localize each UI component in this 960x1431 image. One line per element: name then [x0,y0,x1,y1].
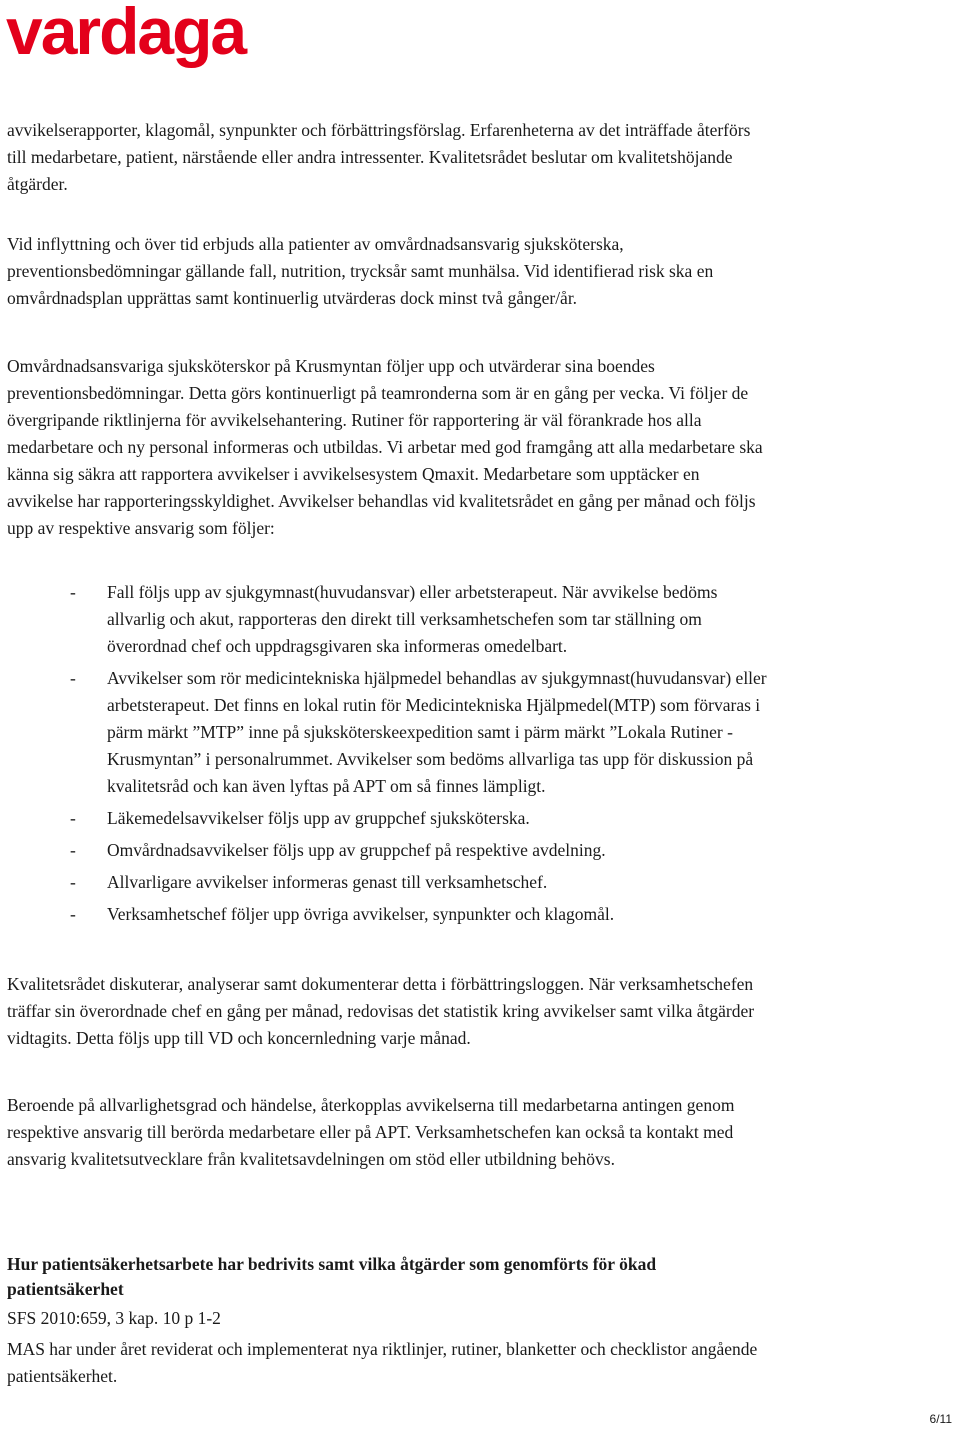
text-line: arbetsterapeut. Det finns en lokal rutin för Medicintekniska Hjälpmedel(MTP) som förvaras i [107,695,761,715]
paragraph-mas [7,1336,947,1390]
paragraph-inflyttning [7,231,947,312]
text-line: Kvalitetsrådet diskuterar, analyserar samt dokumenterar detta i förbättringsloggen. När verksamhetschefen [7,974,754,994]
paragraph-kvalitetsradet [7,971,947,1052]
avvikelse-list [0,579,940,933]
list-item [0,805,940,832]
text-line: Läkemedelsavvikelser följs upp av gruppchef sjuksköterska. [107,808,530,828]
list-dash: - [70,840,76,860]
text-line: Allvarligare avvikelser informeras genast till verksamhetschef. [107,872,548,892]
vardaga-logo: vardaga [6,0,246,68]
text-line: pärm märkt ”MTP” inne på sjuksköterskeexpedition samt i pärm märkt ”Lokala Rutiner - [107,722,733,742]
heading-line: patientsäkerhet [7,1279,124,1299]
text-line: Verksamhetschef följer upp övriga avvikelser, synpunkter och klagomål. [107,904,615,924]
text-line: patientsäkerhet. [7,1366,118,1386]
text-line: till medarbetare, patient, närstående eller andra intressenter. Kvalitetsrådet beslutar om kvalitetshöjande [7,147,733,167]
text-line: MAS har under året reviderat och implementerat nya riktlinjer, rutiner, blanketter och checklistor angående [7,1339,758,1359]
text-line: allvarlig och akut, rapporteras den direkt till verksamhetschefen som tar ställning om [107,609,702,629]
list-dash: - [70,904,76,924]
text-line: Beroende på allvarlighetsgrad och händelse, återkopplas avvikelserna till medarbetarna antingen genom [7,1095,735,1115]
list-item [0,837,940,864]
heading-line: Hur patientsäkerhetsarbete har bedrivits samt vilka åtgärder som genomförts för ökad [7,1254,657,1274]
list-dash: - [70,668,76,688]
text-line: omvårdnadsplan upprättas samt kontinuerlig utvärderas dock minst två gånger/år. [7,288,578,308]
list-dash: - [70,582,76,602]
text-line: vidtagits. Detta följs upp till VD och koncernledning varje månad. [7,1028,471,1048]
list-item [0,901,940,928]
text-line: kvalitetsråd och kan även lyftas på APT om så finnes lämpligt. [107,776,546,796]
list-dash: - [70,872,76,892]
paragraph-beroende [7,1092,947,1173]
text-line: preventionsbedömningar gällande fall, nutrition, trycksår samt munhälsa. Vid identifierad risk ska en [7,261,714,281]
text-line: preventionsbedömningar. Detta görs kontinuerligt på teamronderna som är en gång per vecka. Vi följer de [7,383,749,403]
paragraph-omvardnadsansvariga [7,353,947,542]
text-line: upp av respektive ansvarig som följer: [7,518,275,538]
text-line: avvikelse har rapporteringsskyldighet. Avvikelser behandlas vid kvalitetsrådet en gång per månad och följs [7,491,756,511]
text-line: åtgärder. [7,174,68,194]
section-heading [7,1252,947,1302]
list-item [0,869,940,896]
text-line: överordnad chef och uppdragsgivaren ska informeras omedelbart. [107,636,568,656]
page-number: 6/11 [929,1412,952,1426]
paragraph-sfs-reference [7,1305,947,1332]
text-line: SFS 2010:659, 3 kap. 10 p 1-2 [7,1308,221,1328]
text-line: Krusmyntan” i personalrummet. Avvikelser som bedöms allvarliga tas upp för diskussion på [107,749,754,769]
text-line: Omvårdnadsansvariga sjuksköterskor på Krusmyntan följer upp och utvärderar sina boendes [7,356,655,376]
text-line: Vid inflyttning och över tid erbjuds alla patienter av omvårdnadsansvarig sjuksköterska, [7,234,624,254]
text-line: Omvårdnadsavvikelser följs upp av gruppchef på respektive avdelning. [107,840,606,860]
text-line: avvikelserapporter, klagomål, synpunkter och förbättringsförslag. Erfarenheterna av det inträffade återförs [7,120,751,140]
text-line: träffar sin överordnade chef en gång per månad, redovisas det statistik kring avvikelser samt vilka åtgärder [7,1001,755,1021]
paragraph-avvikelserapporter [7,117,947,198]
text-line: övergripande riktlinjerna för avvikelsehantering. Rutiner för rapportering är väl förankrade hos alla [7,410,702,430]
text-line: Avvikelser som rör medicintekniska hjälpmedel behandlas av sjukgymnast(huvudansvar) eller [107,668,767,688]
text-line: Fall följs upp av sjukgymnast(huvudansvar) eller arbetsterapeut. När avvikelse bedöms [107,582,718,602]
text-line: medarbetare och ny personal informeras och utbildas. Vi arbetar med god framgång att alla medarbetare ska [7,437,763,457]
text-line: ansvarig kvalitetsutvecklare från kvalitetsavdelningen om stöd eller utbildning behövs. [7,1149,615,1169]
text-line: känna sig säkra att rapportera avvikelser i avvikelsesystem Qmaxit. Medarbetare som upptäcker en [7,464,700,484]
list-dash: - [70,808,76,828]
list-item [0,665,940,800]
text-line: respektive ansvarig till berörda medarbetare eller på APT. Verksamhetschefen kan också ta kontakt med [7,1122,734,1142]
list-item [0,579,940,660]
